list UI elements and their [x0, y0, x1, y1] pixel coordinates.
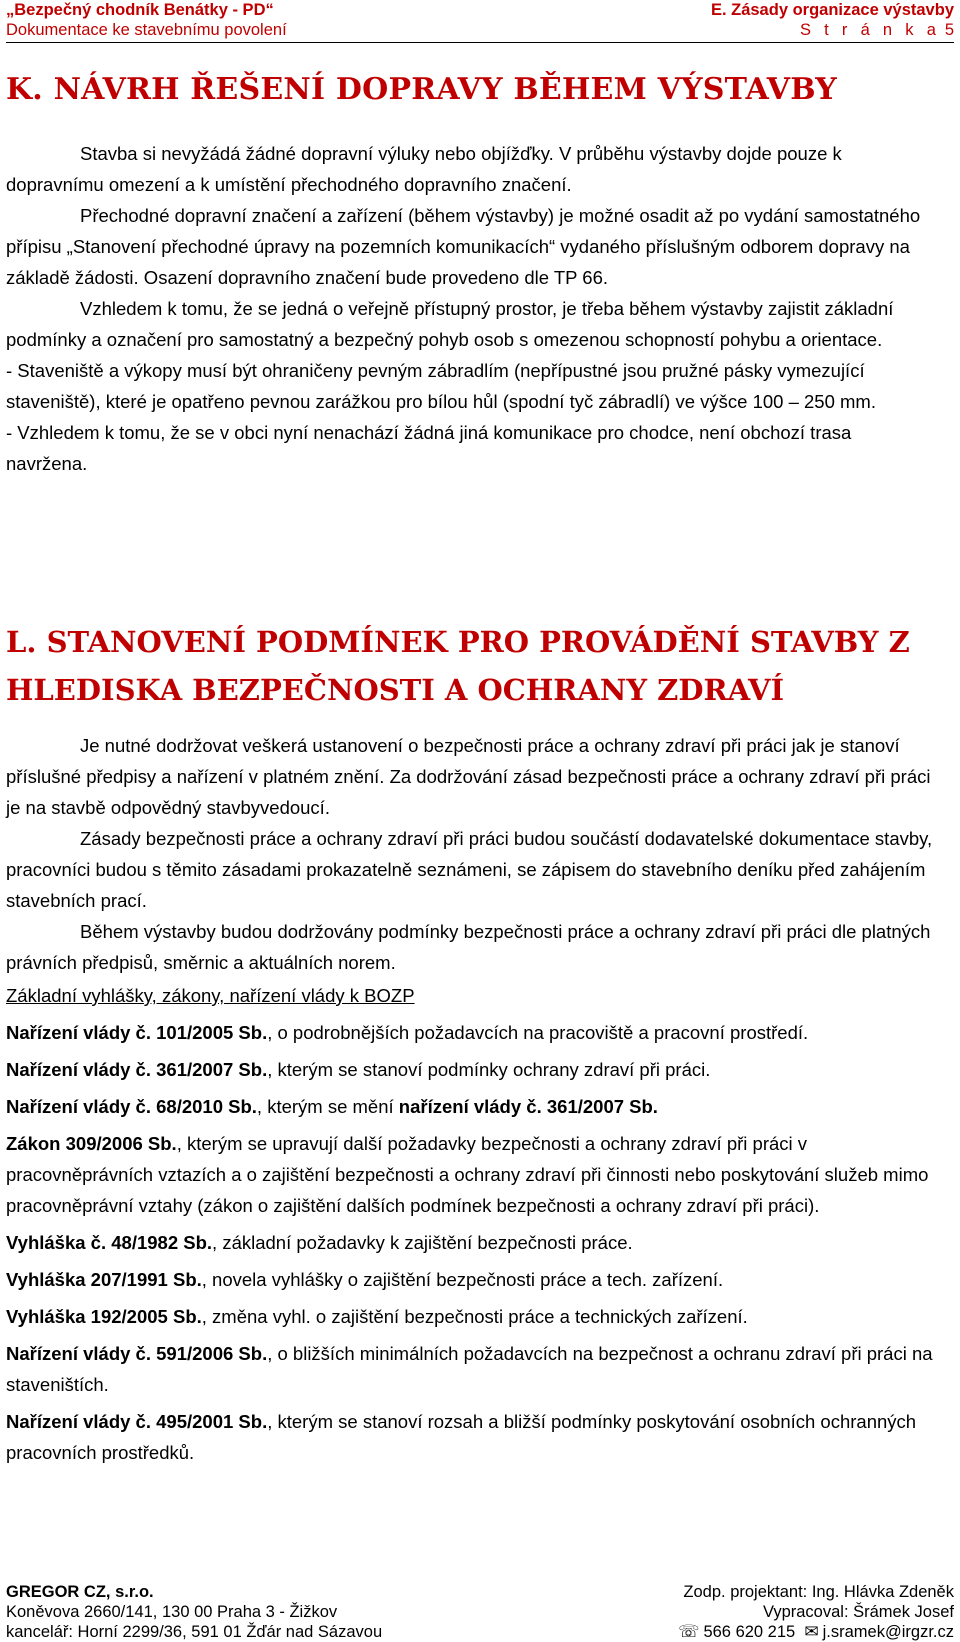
- project-title: „Bezpečný chodník Benátky - PD“: [6, 1, 274, 19]
- paragraph: Přechodné dopravní značení a zařízení (během výstavby) je možné osadit až po vydání samostatného přípisu „Stanovení přechodné úpravy na pozemních komunikacích“ vydaného příslušným odborem dopravy na základě žádosti. Osazení dopravního značení bude provedeno dle TP 66.: [6, 205, 921, 288]
- regulation-item: [6, 1017, 936, 1048]
- regulation-ref: Vyhláška 207/1991 Sb.: [6, 1269, 202, 1290]
- section-k-heading: K. NÁVRH ŘEŠENÍ DOPRAVY BĚHEM VÝSTAVBY: [6, 72, 837, 107]
- email-address[interactable]: j.sramek@irgzr.cz: [822, 1623, 954, 1641]
- regulation-item: [6, 1227, 936, 1258]
- regulations-list: [6, 983, 936, 1474]
- page-indicator: [800, 20, 954, 40]
- prepared-by: Vypracoval: Šrámek Josef: [762, 1603, 954, 1621]
- regulation-text: , kterým se mění: [256, 1096, 399, 1117]
- regulation-text: , o bližších minimálních požadavcích na bezpečnost a ochranu zdraví při práci na staveništích.: [6, 1343, 933, 1395]
- regulation-ref: Zákon 309/2006 Sb.: [6, 1133, 177, 1154]
- regulation-text: , základní požadavky k zajištění bezpečnosti práce.: [212, 1232, 633, 1253]
- paragraph: Stavba si nevyžádá žádné dopravní výluky nebo objížďky. V průběhu výstavby dojde pouze k dopravnímu omezení a k umístění přechodného dopravního značení.: [6, 143, 842, 195]
- paragraph: Je nutné dodržovat veškerá ustanovení o bezpečnosti práce a ochrany zdraví při práci jak je stanoví příslušné předpisy a nařízení v platném znění. Za dodržování zásad bezpečnosti práce a ochrany zdraví při práci je na stavbě odpovědný stavbyvedoucí.: [6, 735, 931, 818]
- paragraph: Zásady bezpečnosti práce a ochrany zdraví při práci budou součástí dodavatelské dokumentace stavby, pracovníci budou s těmito zásadami prokazatelně seznámeni, se zápisem do stavebního deníku před zahájením stavebních prací.: [6, 828, 933, 911]
- regulation-text: , kterým se stanoví podmínky ochrany zdraví při práci.: [267, 1059, 711, 1080]
- section-l-heading: L. STANOVENÍ PODMÍNEK PRO PROVÁDĚNÍ STAVBY Z HLEDISKA BEZPEČNOSTI A OCHRANY ZDRAVÍ: [6, 625, 910, 707]
- paragraph: - Vzhledem k tomu, že se v obci nyní nenachází žádná jiná komunikace pro chodce, není obchozí trasa navržena.: [6, 422, 852, 474]
- paragraph: Vzhledem k tomu, že se jedná o veřejně přístupný prostor, je třeba během výstavby zajistit základní podmínky a označení pro samostatný a bezpečný pohyb osob s omezenou schopností pohybu a orientace.: [6, 298, 894, 350]
- regulation-ref: Nařízení vlády č. 591/2006 Sb.: [6, 1343, 268, 1364]
- regulation-item: [6, 1264, 936, 1295]
- company-address: Koněvova 2660/141, 130 00 Praha 3 - Žižkov: [6, 1603, 338, 1621]
- regulation-ref: Vyhláška č. 48/1982 Sb.: [6, 1232, 213, 1253]
- page-label: S t r á n k a: [799, 21, 941, 39]
- regulation-ref: Nařízení vlády č. 68/2010 Sb.: [6, 1096, 257, 1117]
- regulation-item: [6, 1054, 936, 1085]
- paragraph: Během výstavby budou dodržovány podmínky bezpečnosti práce a ochrany zdraví při práci dle platných právních předpisů, směrnic a aktuálních norem.: [6, 921, 931, 973]
- designer: Zodp. projektant: Ing. Hlávka Zdeněk: [683, 1583, 954, 1601]
- regulation-item: [6, 1406, 936, 1468]
- regulation-item: [6, 1301, 936, 1332]
- regulation-item: [6, 1338, 936, 1400]
- regulation-text: , novela vyhlášky o zajištění bezpečnosti práce a tech. zařízení.: [201, 1269, 724, 1290]
- office-address: kancelář: Horní 2299/36, 591 01 Žďár nad Sázavou: [6, 1623, 383, 1641]
- company-name: GREGOR CZ, s.r.o.: [6, 1583, 154, 1601]
- regulation-ref-secondary: nařízení vlády č. 361/2007 Sb.: [398, 1096, 658, 1117]
- page-number: 5: [944, 21, 954, 39]
- regulation-item: [6, 1091, 936, 1122]
- phone-icon: ☏: [678, 1622, 700, 1641]
- section-l-body: [6, 730, 936, 978]
- regulation-ref: Nařízení vlády č. 495/2001 Sb.: [6, 1411, 268, 1432]
- regulation-text: , kterým se upravují další požadavky bezpečnosti a ochrany zdraví při práci v pracovněprávních vztazích a o zajištění bezpečnosti a ochrany zdraví při činnosti nebo poskytování služeb mimo pracovněprávní vztahy (zákon o zajištění dalších podmínek bezpečnosti a ochrany zdraví při práci).: [6, 1133, 929, 1216]
- mail-icon: ✉: [804, 1622, 819, 1641]
- page-header: [6, 0, 954, 43]
- section-k-body: [6, 138, 936, 479]
- page-footer: [6, 1582, 954, 1642]
- phone-number: 566 620 215: [703, 1623, 796, 1641]
- regulation-text: , o podrobnějších požadavcích na pracoviště a pracovní prostředí.: [267, 1022, 809, 1043]
- regulation-ref: Vyhláška 192/2005 Sb.: [6, 1306, 202, 1327]
- regulation-ref: Nařízení vlády č. 101/2005 Sb.: [6, 1022, 268, 1043]
- section-title: E. Zásady organizace výstavby: [710, 1, 954, 19]
- regulation-ref: Nařízení vlády č. 361/2007 Sb.: [6, 1059, 268, 1080]
- contact: [678, 1622, 954, 1642]
- paragraph: - Staveniště a výkopy musí být ohraničeny pevným zábradlím (nepřípustné jsou pružné pásky vymezující staveniště), které je opatřeno pevnou zarážkou pro bílou hůl (spodní tyč zábradlí) ve výšce 100 – 250 mm.: [6, 360, 876, 412]
- document-type: Dokumentace ke stavebnímu povolení: [6, 21, 287, 39]
- regulation-item: [6, 1128, 936, 1221]
- regulation-text: , kterým se stanoví rozsah a bližší podmínky poskytování osobních ochranných pracovních prostředků.: [6, 1411, 917, 1463]
- regulation-text: , změna vyhl. o zajištění bezpečnosti práce a technických zařízení.: [201, 1306, 748, 1327]
- regulations-title: Základní vyhlášky, zákony, nařízení vlády k BOZP: [6, 985, 415, 1006]
